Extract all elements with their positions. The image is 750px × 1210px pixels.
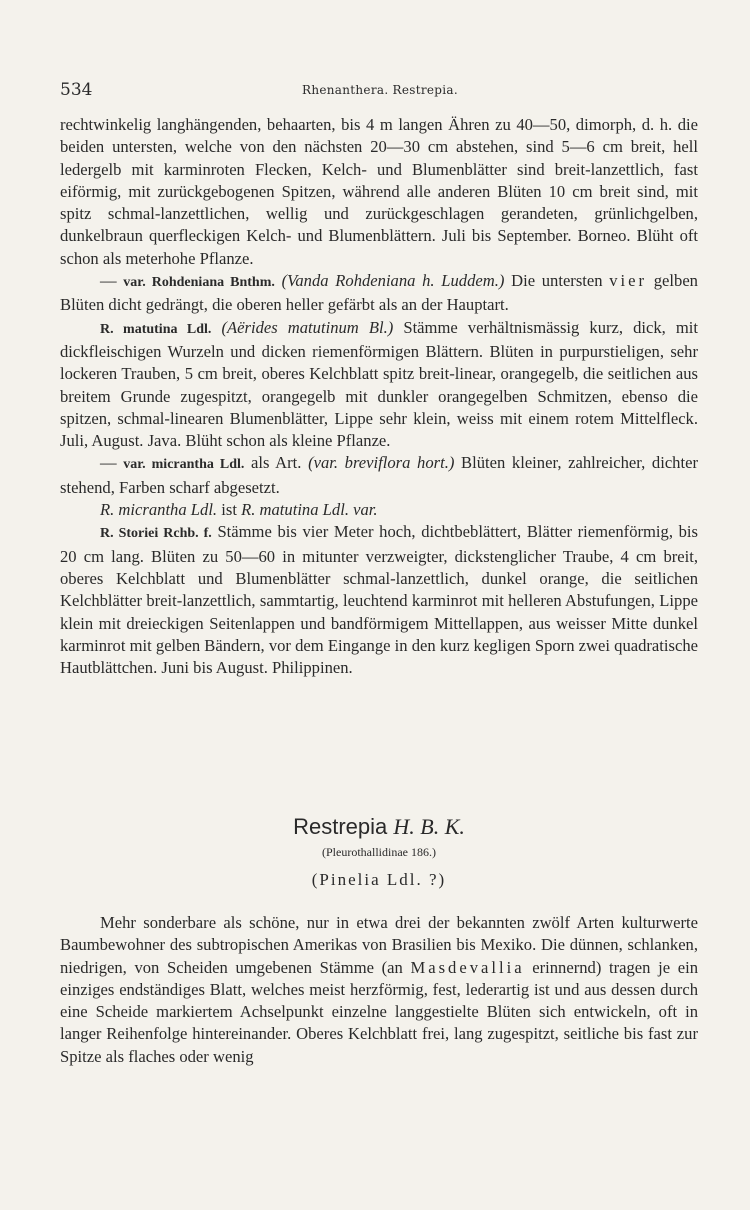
running-title: Rhenanthera. Restrepia. [302, 83, 458, 97]
species-name: R. Storiei Rchb. f. [100, 526, 212, 542]
entry-var-rohdeniana [60, 270, 698, 317]
variety-name: var. Rohdeniana Bnthm. [123, 275, 275, 291]
page-header [60, 80, 700, 104]
entry-micrantha-note [60, 499, 698, 521]
variety-name: var. micrantha Ldl. [123, 457, 245, 473]
entry-matutina [60, 317, 698, 453]
description-text: Mehr sonderbare als schöne, nur in etwa drei der bekannten zwölf Arten kulturwerte Baumbewohner des subtropischen Amerikas von Brasilien bis Mexiko. Die dünnen, schlanken, niedrigen, von Scheiden umgebenen Stämme (an [60, 913, 698, 977]
description-text-cont: erinnernd) tragen je ein einziges endständiges Blatt, welches meist herzförmig, fest, lederartig ist und aus dessen durch eine Scheide markiertem Achselpunkt einzelne langgestielte Blüten sich entwickeln, oft in langer Reihenfolge hintereinander. Oberes Kelchblatt frei, lang zugespitzt, seitliche bis fast zur Spitze als flaches oder wenig [60, 957, 698, 1066]
entry-storiei [60, 521, 698, 679]
species-description: Stämme verhältnismässig kurz, dick, mit dickfleischigen Wurzeln und dicken riemenförmigen Blättern. Blüten in purpurstieligen, sehr lockeren Trauben, 5 cm breit, oberes Kelchblatt spitz breit-linear, orangegelb, die seitlichen aus breitem Grunde zugespitzt, orangegelb mit dunkler orangegelben Schmitzen, ebenso die spitzen, schmal-linearen Blumenblätter, Lippe sehr klein, weiss mit einem rotem Mittelfleck. Juli, August. Java. Blüht schon als kleine Pflanze. [60, 317, 699, 451]
subfamily-reference: (Pleurothallidinae 186.) [322, 845, 436, 859]
species-synonym: (Aërides matutinum Bl.) [221, 317, 394, 337]
body-text [60, 114, 698, 679]
variety-text-cont: Blüten kleiner, zahlreicher, dichter stehend, Farben scharf abgesetzt. [60, 453, 698, 497]
species-description: Stämme bis vier Meter hoch, dichtbeblättert, Blätter riemenförmig, bis 20 cm lang. Blüten zu 50—60 in mitunter verzweigter, dickstenglicher Traube, 4 cm breit, oberes Kelchblatt und Blumenblätter schmal-lanzettlich, dunkel orange, die seitlichen Kelchblätter breit-lanzettlich, sammtartig, leuchtend karminrot mit helleren Abstufungen, Lippe klein mit dreieckigen Seitenlappen und bandförmigem Mittellappen, aus weisser Mitte dunkel karminrot mit gelben Bändern, vor dem Eingange in den kurz kegligen Sporn zwei quadratische Hautblättchen. Juni bis August. Philippinen. [60, 522, 698, 678]
spaced-genus-name: Masdevallia [410, 957, 525, 977]
synonym-name: R. micrantha Ldl. [100, 500, 218, 520]
variety-text: Die untersten [511, 271, 603, 291]
accepted-name: R. matutina Ldl. var. [241, 500, 378, 520]
variety-synonym: (var. breviflora hort.) [308, 453, 455, 473]
species-name: R. matutina Ldl. [100, 321, 212, 337]
genus-description [60, 912, 698, 1068]
genus-title [60, 814, 698, 840]
genus-name: Restrepia [293, 814, 388, 839]
genus-authority: H. B. K. [393, 814, 465, 839]
dash: — [100, 453, 117, 473]
variety-synonym: (Vanda Rohdeniana h. Luddem.) [281, 271, 505, 291]
genus-synonym: (Pinelia Ldl. ?) [311, 870, 447, 889]
genus-heading [60, 814, 698, 890]
paragraph-continuation: rechtwinkelig langhängenden, behaarten, bis 4 m langen Ähren zu 40—50, dimorph, d. h. die beiden untersten, welche von den nächsten 20—30 cm abstehen, sind 5—6 cm breit, hell ledergelb mit karminroten Flecken, Kelch- und Blumenblätter sind breit-lanzettlich, fast eiförmig, mit zurückgebogenen Spitzen, während alle anderen Blüten 10 cm breit sind, mit spitz schmal-lanzettlichen, wellig und zurückgeschlagen gerandeten, grünlichgelben, dunkelbraun querfleckigen Kelch- und Blumenblättern. Juli bis September. Borneo. Blüht oft schon als meterhohe Pflanze. [60, 115, 698, 268]
entry-var-micrantha [60, 452, 698, 499]
synonym-link: ist [221, 500, 237, 520]
variety-text: als Art. [251, 453, 302, 473]
page-number: 534 [60, 80, 93, 100]
variety-text-cont: gelben Blüten dicht gedrängt, die oberen heller gefärbt als an der Hauptart. [60, 271, 698, 315]
spaced-word: vier [609, 271, 648, 291]
genus-description-paragraph [60, 912, 698, 1068]
dash: — [100, 271, 117, 291]
